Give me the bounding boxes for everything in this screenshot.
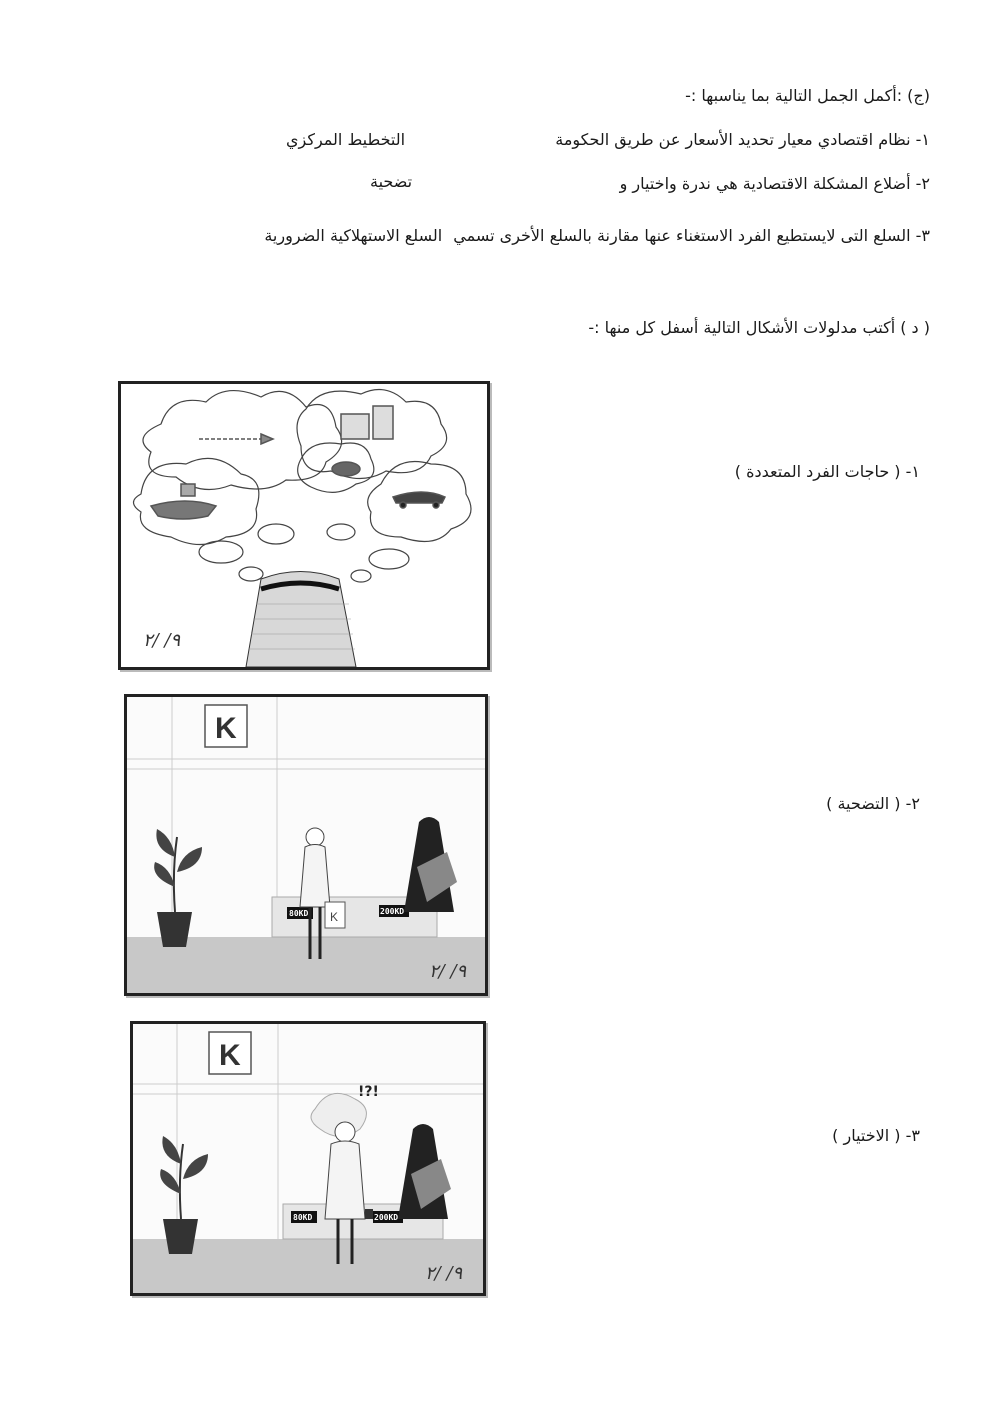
figure-3-drawing [133,1024,483,1293]
figure-1-label: ١- ( حاجات الفرد المتعددة ) [734,462,920,481]
figure-2-store-logo: K [215,712,237,745]
section-d-heading: ( د ) أكتب مدلولات الأشكال التالية أسفل كل منها :- [588,318,930,337]
figure-1-signature: ٩/ /٢ [143,630,181,651]
figure-3-price-small: 80KD [293,1213,313,1222]
section-c-answer-1: التخطيط المركزي [286,130,406,149]
figure-2-price-large: 200KD [380,907,405,916]
section-c-answer-3: السلع الاستهلاكية الضرورية [264,226,443,245]
figure-3-store-logo: K [219,1039,241,1072]
exclamation-mark-icon: !?! [358,1084,379,1100]
figure-sacrifice [124,694,488,996]
figure-2-drawing [127,697,485,993]
svg-text:K: K [330,910,339,924]
figure-3-price-large: 200KD [374,1213,399,1222]
section-c-item-3-text: ٣- السلع التى لايستطيع الفرد الاستغناء عنها مقارنة بالسلع الأخرى تسمي [453,226,930,245]
section-c-item-1: ١- نظام اقتصادي معيار تحديد الأسعار عن طريق الحكومة [555,130,930,149]
figure-2-price-small: 80KD [289,909,309,918]
figure-3-label: ٣- ( الاختيار ) [832,1126,920,1145]
section-c-item-2: ٢- أضلاع المشكلة الاقتصادية هي ندرة واختيار و [619,174,930,193]
figure-1-drawing [121,384,487,667]
figure-choice [130,1021,486,1296]
section-c-answer-2: تضحية [370,172,413,191]
figure-3-signature: ٩/ /٢ [425,1263,463,1284]
section-c-item-3 [264,226,930,245]
figure-2-signature: ٩/ /٢ [429,961,467,982]
figure-2-label: ٢- ( التضحية ) [826,794,920,813]
section-c-heading: (ج) :أكمل الجمل التالية بما يناسبها :- [685,86,930,105]
figure-multiple-wants [118,381,490,670]
